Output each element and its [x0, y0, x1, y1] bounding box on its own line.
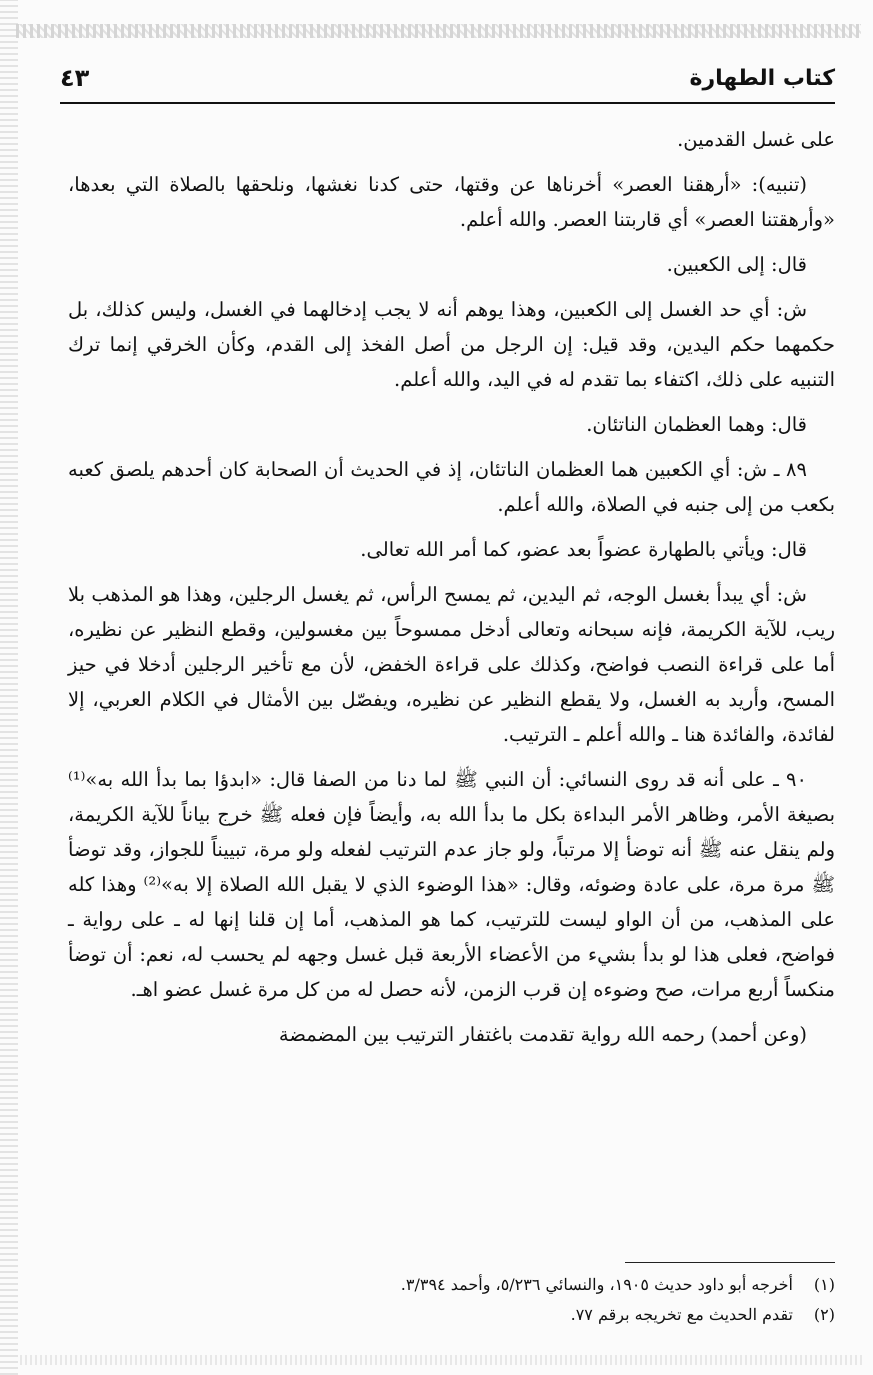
footnote-separator: [625, 1262, 835, 1263]
footnote-text: أخرجه أبو داود حديث ١٩٠٥، والنسائي ٥/٢٣٦، وأحمد ٣/٣٩٤.: [400, 1275, 793, 1294]
paragraph: ش: أي يبدأ بغسل الوجه، ثم اليدين، ثم يمسح الرأس، ثم يغسل الرجلين، وهذا هو المذهب بلا ريب، للآية الكريمة، فإنه سبحانه وتعالى أدخل ممسوحاً بين مغسولين، وقطع النظير عن نظيره، أما على قراءة النصب فواضح، وكذلك على قراءة الخفض، لأن مع تأخير الرجلين أدخلا في حيز المسح، وأريد به الغسل، ولا يقطع النظير عن نظيره، ويفصّل بين الأمثال في الكلام العربي، إلا لفائدة، والفائدة هنا ـ والله أعلم ـ الترتيب.: [68, 583, 835, 746]
footnote: [68, 1270, 835, 1300]
page-header: [60, 62, 835, 104]
paragraph: قال: وهما العظمان الناتئان.: [586, 413, 807, 436]
page-body: [68, 122, 835, 1062]
paragraph: (وعن أحمد) رحمه الله رواية تقدمت باغتفار الترتيب بين المضمضة: [278, 1023, 807, 1046]
left-scan-edge: [0, 0, 18, 1375]
paragraph: على غسل القدمين.: [677, 128, 835, 151]
book-title: كتاب الطهارة: [689, 66, 835, 91]
bottom-scan-edge: [20, 1355, 863, 1365]
paragraph: ٨٩ ـ ش: أي الكعبين هما العظمان الناتئان، إذ في الحديث أن الصحابة كان أحدهم يلصق كعبه بكعب من إلى جنبه في الصلاة، والله أعلم.: [68, 458, 835, 516]
footnote-number: (١): [813, 1275, 835, 1294]
paragraph: (تنبيه): «أرهقنا العصر» أخرناها عن وقتها، حتى كدنا نغشها، ونلحقها بالصلاة التي بعدها، «وأرهقتنا العصر» أي قاربتنا العصر. والله أعلم.: [68, 173, 835, 231]
footnote: [68, 1300, 835, 1330]
paragraph: ٩٠ ـ على أنه قد روى النسائي: أن النبي ﷺ لما دنا من الصفا قال: «ابدؤا بما بدأ الله به»⁽¹⁾ بصيغة الأمر، وظاهر الأمر البداءة بكل ما بدأ الله به، وأيضاً فإن فعله ﷺ خرج بياناً للآية الكريمة، ولم ينقل عنه ﷺ أنه توضأ إلا مرتباً، ولو جاز عدم الترتيب لفعله ولو مرة، تبييناً للجواز، وقد توضأ ﷺ مرة مرة، على عادة وضوئه، وقال: «هذا الوضوء الذي لا يقبل الله الصلاة إلا به»⁽²⁾ وهذا كله على المذهب، من أن الواو ليست للترتيب، كما هو المذهب، أما إن قلنا إنها له ـ على رواية ـ فواضح، فعلى هذا لو بدأ بشيء من الأعضاء الأربعة قبل غسل وجهه لم يحسب له، نعم: أن توضأ منكساً أربع مرات، صح وضوءه إن قرب الزمن، لأنه حصل له من كل مرة غسل عضو اهـ.: [68, 768, 836, 1001]
paragraph: قال: إلى الكعبين.: [666, 253, 807, 276]
paragraph: قال: ويأتي بالطهارة عضواً بعد عضو، كما أمر الله تعالى.: [360, 538, 807, 561]
top-decorative-border: [16, 24, 861, 38]
footnote-text: تقدم الحديث مع تخريجه برقم ٧٧.: [570, 1305, 793, 1324]
page-number: ٤٣: [60, 64, 90, 92]
footnote-number: (٢): [813, 1305, 835, 1324]
footnotes-section: [68, 1270, 835, 1330]
paragraph: ش: أي حد الغسل إلى الكعبين، وهذا يوهم أنه لا يجب إدخالهما في الغسل، وليس كذلك، بل حكمهما حكم اليدين، وقد قيل: إن الرجل من أصل الفخذ إلى القدم، وكأن الخرقي إنما ترك التنبيه على ذلك، اكتفاء بما تقدم له في اليد، والله أعلم.: [68, 298, 835, 391]
